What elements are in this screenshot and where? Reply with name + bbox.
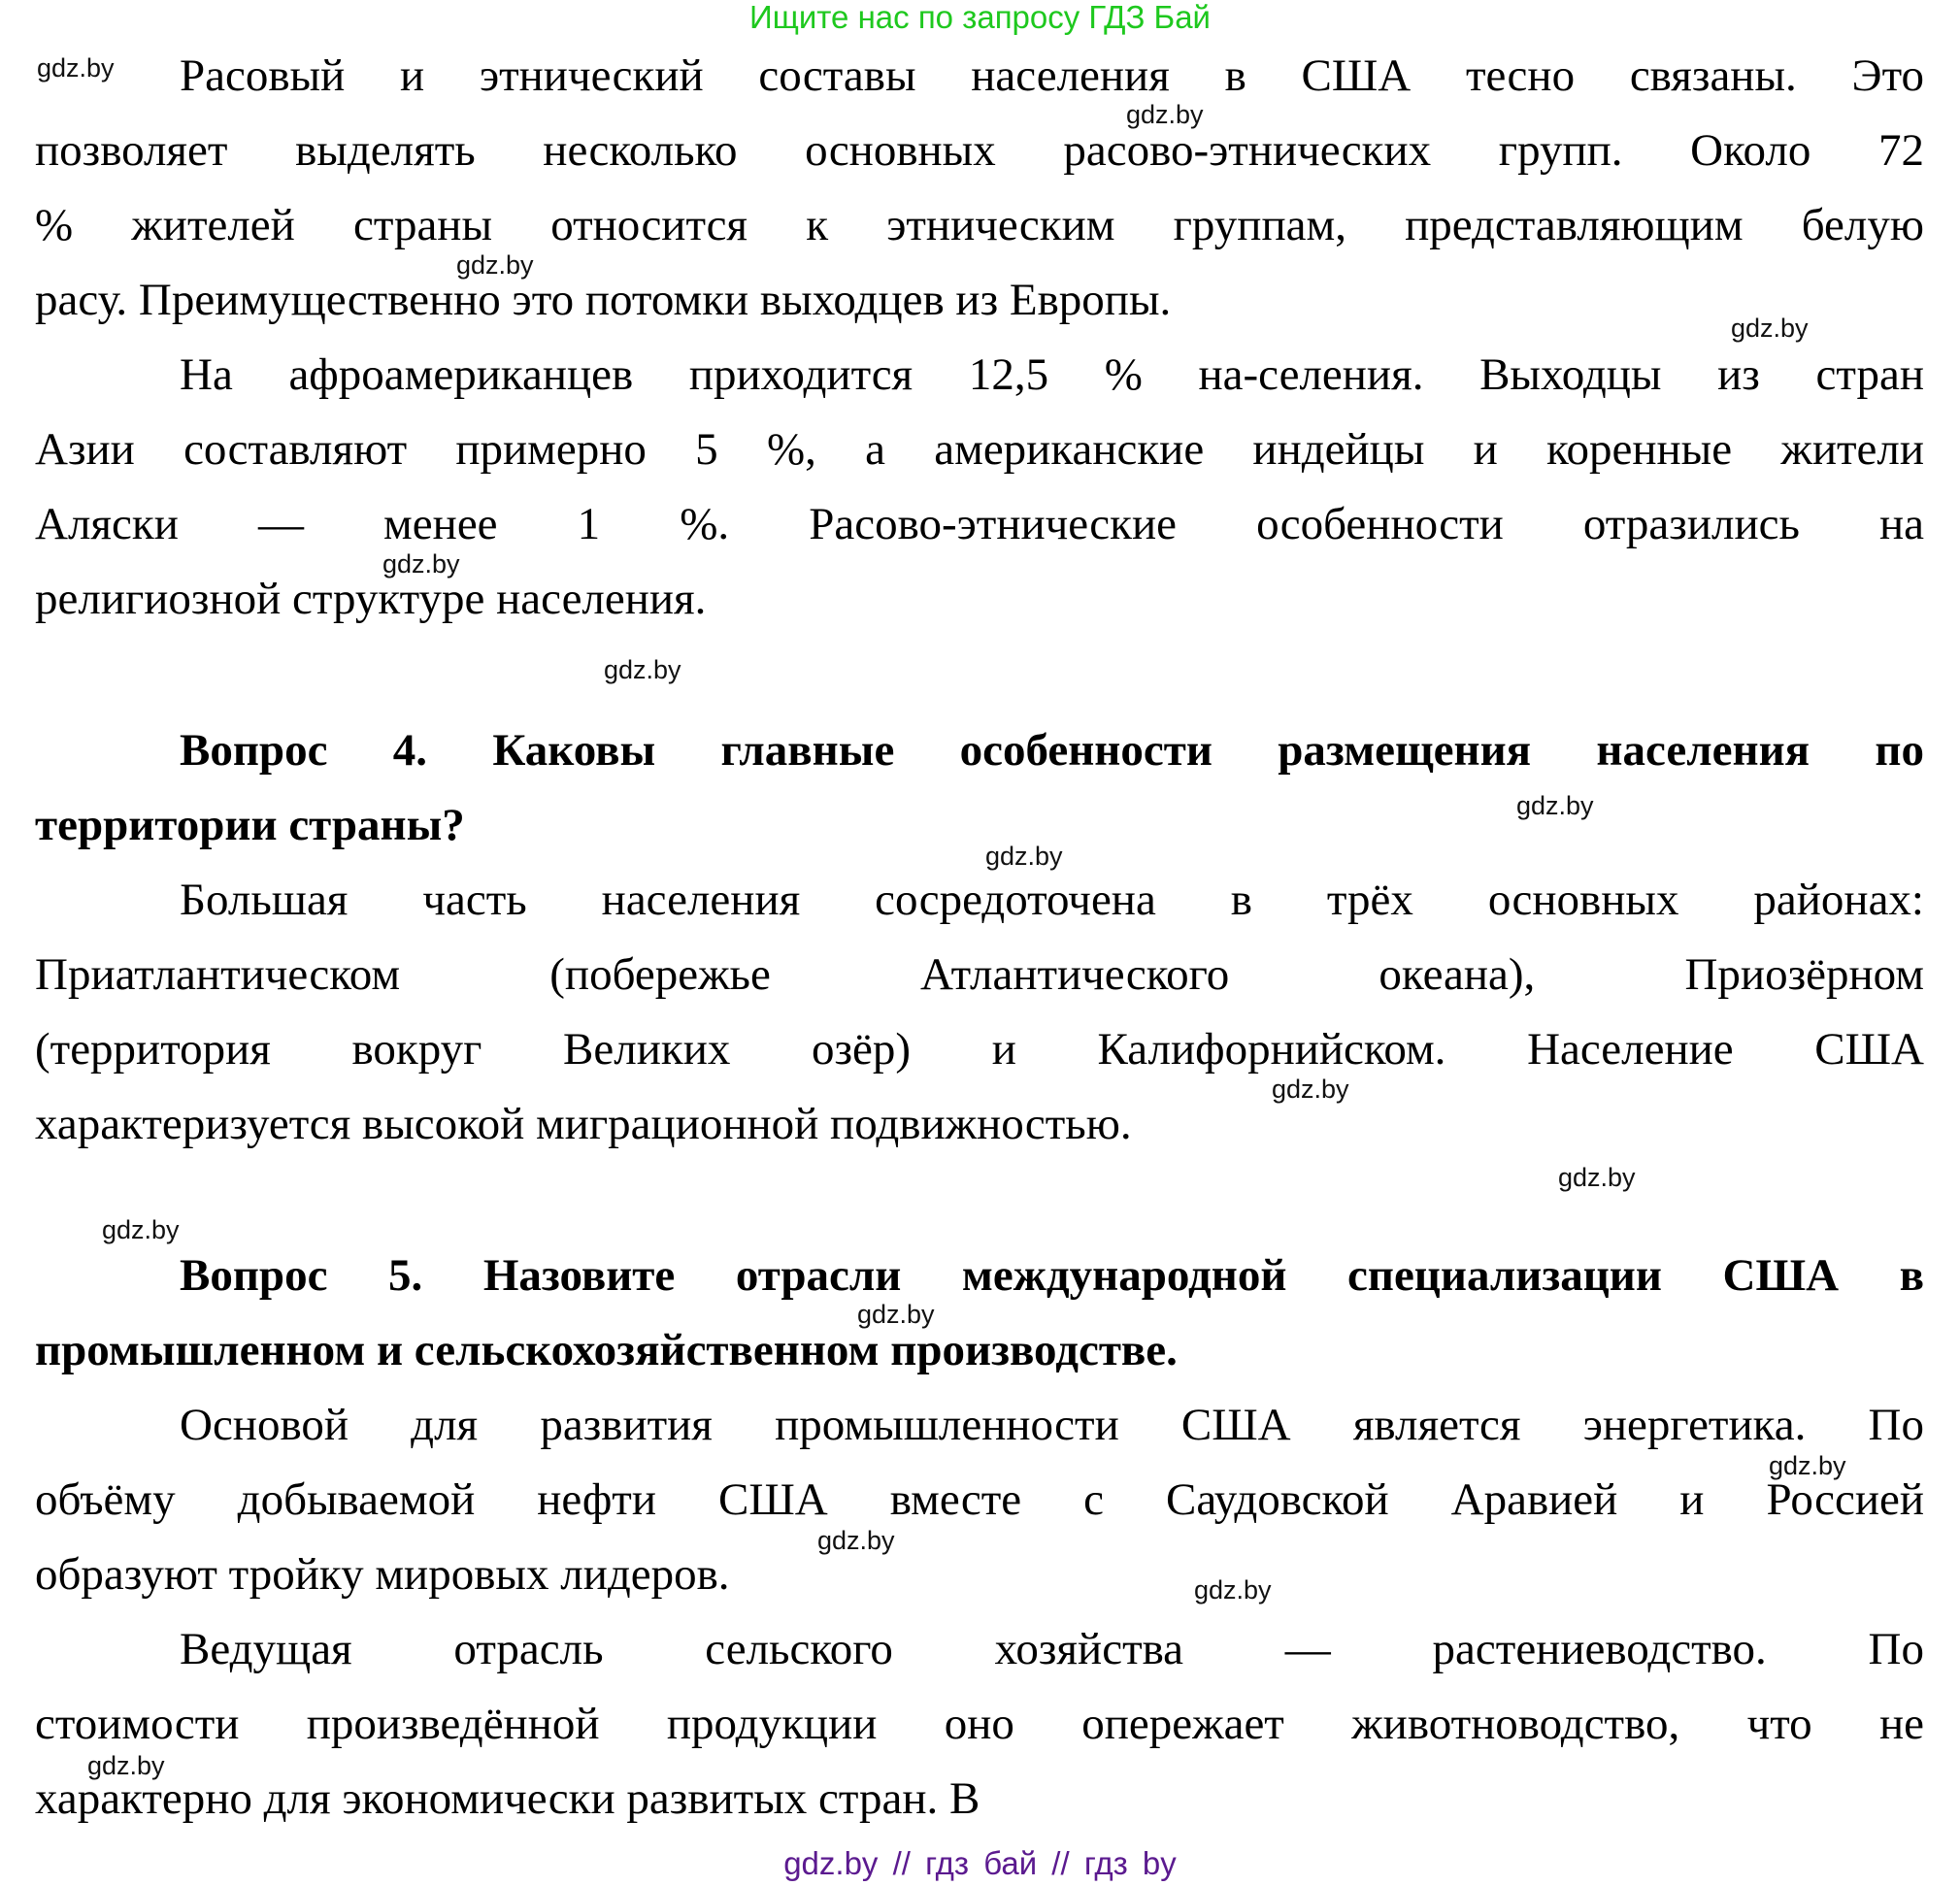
watermark: gdz.by <box>1731 314 1809 343</box>
watermark: gdz.by <box>985 842 1063 871</box>
watermark: gdz.by <box>1769 1451 1846 1480</box>
text-line: стоимости произведённой продукции оно опережает животноводство, что не <box>35 1699 1924 1749</box>
text-line: На афроамериканцев приходится 12,5 % на-селения. Выходцы из стран <box>180 349 1924 400</box>
question-5-heading: промышленном и сельскохозяйственном производстве. <box>35 1325 1178 1375</box>
footer-links: gdz.by // гдз бай // гдз by <box>783 1845 1177 1881</box>
question-4-heading: Вопрос 4. Каковы главные особенности размещения населения по <box>180 725 1924 776</box>
watermark: gdz.by <box>604 655 681 684</box>
text-line: Ведущая отрасль сельского хозяйства — растениеводство. По <box>180 1624 1924 1674</box>
watermark: gdz.by <box>382 549 460 579</box>
text-line: характеризуется высокой миграционной подвижностью. <box>35 1099 1132 1149</box>
watermark: gdz.by <box>102 1215 180 1244</box>
watermark: gdz.by <box>1194 1575 1272 1605</box>
text-line: характерно для экономически развитых стран. В <box>35 1773 980 1824</box>
watermark: gdz.by <box>817 1526 895 1555</box>
text-line: Приатлантическом (побережье Атлантического океана), Приозёрном <box>35 949 1924 1000</box>
watermark: gdz.by <box>87 1751 165 1780</box>
text-line: позволяет выделять несколько основных расово-этнических групп. Около 72 <box>35 125 1924 176</box>
text-line: % жителей страны относится к этническим группам, представляющим белую <box>35 200 1924 250</box>
text-line: Основой для развития промышленности США является энергетика. По <box>180 1400 1924 1450</box>
watermark: gdz.by <box>1516 791 1594 820</box>
text-line: Азии составляют примерно 5 %, а американские индейцы и коренные жители <box>35 424 1924 475</box>
watermark: gdz.by <box>37 53 115 83</box>
text-line: Аляски — менее 1 %. Расово-этнические особенности отразились на <box>35 499 1924 549</box>
text-line: религиозной структуре населения. <box>35 574 707 624</box>
text-line: Расовый и этнический составы населения в США тесно связаны. Это <box>180 50 1924 101</box>
question-4-heading: территории страны? <box>35 800 465 850</box>
text-line: Большая часть населения сосредоточена в трёх основных районах: <box>180 875 1924 925</box>
text-line: объёму добываемой нефти США вместе с Саудовской Аравией и Россией <box>35 1474 1924 1525</box>
text-line: расу. Преимущественно это потомки выходцев из Европы. <box>35 275 1172 325</box>
watermark: gdz.by <box>1558 1163 1636 1192</box>
question-5-heading: Вопрос 5. Назовите отрасли международной специализации США в <box>180 1250 1924 1301</box>
watermark: gdz.by <box>456 250 534 280</box>
text-line: образуют тройку мировых лидеров. <box>35 1549 730 1600</box>
watermark: gdz.by <box>1272 1075 1349 1104</box>
watermark: gdz.by <box>857 1300 935 1329</box>
search-banner: Ищите нас по запросу ГДЗ Бай <box>749 0 1211 35</box>
watermark: gdz.by <box>1126 100 1204 129</box>
text-line: (территория вокруг Великих озёр) и Калифорнийском. Население США <box>35 1024 1924 1075</box>
